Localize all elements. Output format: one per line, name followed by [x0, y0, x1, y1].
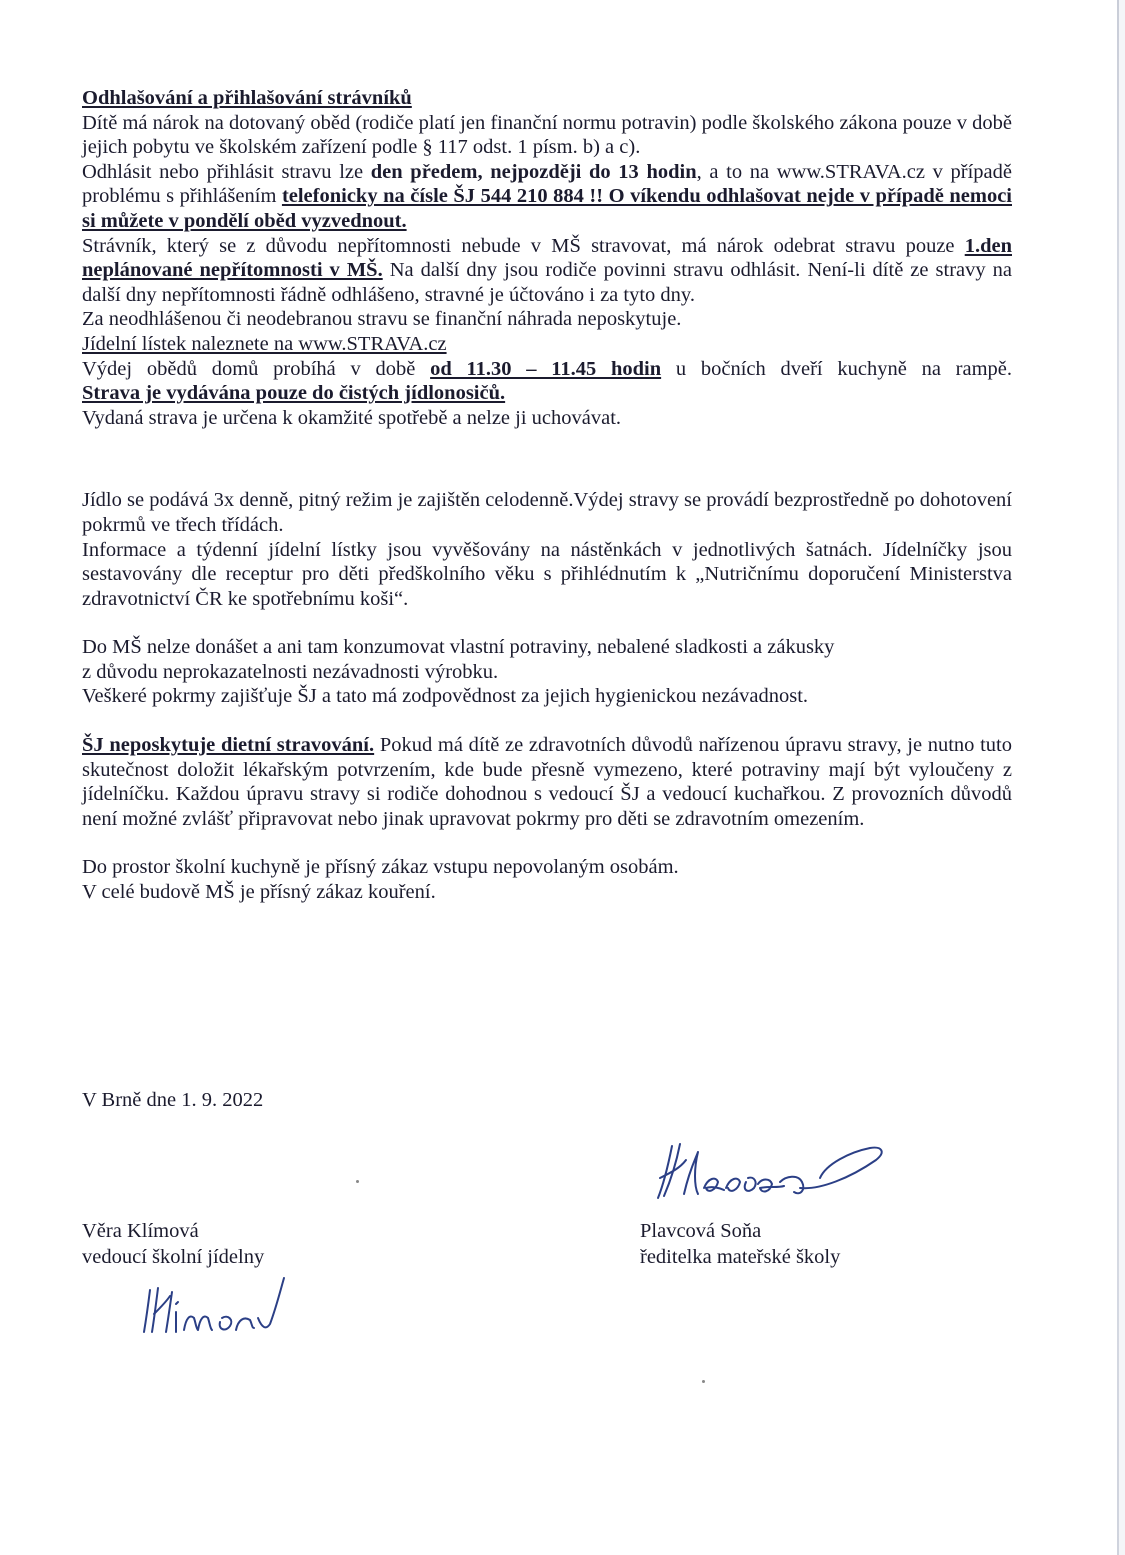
paragraph-no-smoking: V celé budově MŠ je přísný zákaz kouření.	[82, 881, 436, 904]
document-heading: Odhlašování a přihlašování strávníků	[82, 87, 412, 109]
paragraph-menu-info: Informace a týdenní jídelní lístky jsou vyvěšovány na nástěnkách v jednotlivých šatnách. Jídelníčky jsou sestavovány dle receptur pro děti předškolního věku s přihlédnutím k „Nutričnímu doporučení Ministerstva zdravotnictví ČR ke spotřebnímu koši“.	[82, 538, 1012, 610]
paragraph-kitchen-access: Do prostor školní kuchyně je přísný zákaz vstupu nepovolaným osobám.	[82, 856, 679, 879]
document-body	[82, 86, 1012, 905]
p2-phone-notice: telefonicky na čísle ŠJ 544 210 884 !! O víkendu odhlašovat nejde v případě nemoci si můžete v pondělí oběd vyzvednout.	[82, 185, 1012, 232]
p3-text-c: Na další dny jsou rodiče povinni stravu odhlásit. Není-li dítě ze stravy na další dny nepřítomnosti řádně odhlášeno, stravné je účtováno i za tyto dny.	[82, 259, 1013, 306]
paragraph-meal-frequency: Jídlo se podává 3x denně, pitný režim je zajištěn celodenně.Výdej stravy se provádí bezprostředně po dohotovení pokrmů ve třech třídách.	[82, 489, 1012, 536]
signatory-right-role: ředitelka mateřské školy	[640, 1246, 841, 1268]
p6-text-c: u bočních dveří kuchyně na rampě.	[661, 357, 1013, 380]
paragraph-diet	[82, 733, 1012, 831]
signature-left-image	[140, 1272, 290, 1342]
date-line: V Brně dne 1. 9. 2022	[82, 1089, 264, 1111]
signatory-left	[82, 1218, 264, 1270]
p3-text-a: Strávník, který se z důvodu nepřítomnosti nebude v MŠ stravovat, má nárok odebrat stravu pouze	[82, 234, 965, 257]
spacer	[82, 611, 1012, 635]
page-right-margin	[1119, 0, 1125, 1555]
p2-text-c: , a to na www.STRAVA.cz v případě problému s přihlášením	[82, 160, 1012, 208]
page-edge-shadow	[1117, 0, 1119, 1555]
signatory-left-role: vedoucí školní jídelny	[82, 1246, 265, 1268]
paragraph-no-own-food-2: z důvodu neprokazatelnosti nezávadnosti výrobku.	[82, 660, 499, 683]
paragraph-absence-rules	[82, 234, 1012, 308]
paragraph-no-own-food-1: Do MŠ nelze donášet a ani tam konzumovat vlastní potraviny, nebalené sladkosti a zákusky	[82, 636, 835, 659]
p13-text-b: Pokud má dítě ze zdravotních důvodů nařízenou úpravu stravy, je nutno tuto skutečnost doložit lékařským potvrzením, kde bude přesně vymezeno, které potraviny mají být vyloučeny z jídelníčku. Každou úpravu stravy si rodiče dohodnou s vedoucí ŠJ a vedoucí kuchařkou. Z provozních důvodů není možné zvlášť připravovat nebo jinak upravovat pokrmy pro děti se zdravotním omezením.	[82, 734, 1012, 830]
p13-no-diet: ŠJ neposkytuje dietní stravování.	[82, 734, 375, 757]
signatory-right	[640, 1218, 840, 1270]
menu-link-line: Jídelní lístek naleznete na www.STRAVA.cz	[82, 332, 447, 355]
paragraph-immediate-consumption: Vydaná strava je určena k okamžité spotřebě a nelze ji uchovávat.	[82, 406, 622, 429]
p3-first-day: 1.den neplánované nepřítomnosti v MŠ.	[82, 234, 1012, 282]
signatory-right-name: Plavcová Soňa	[640, 1220, 762, 1242]
spacer	[82, 709, 1012, 733]
scan-speck	[356, 1180, 359, 1183]
paragraph-entitlement: Dítě má nárok na dotovaný oběd (rodiče platí jen finanční normu potravin) podle školského zákona pouze v době jejich pobytu ve školském zařízení podle § 117 odst. 1 písm. b) a c).	[82, 111, 1012, 159]
signature-right-image	[650, 1138, 890, 1208]
p2-text-a: Odhlásit nebo přihlásit stravu lze	[82, 160, 371, 183]
paragraph-signoff-rules	[82, 160, 1012, 234]
p6-time: od 11.30 – 11.45 hodin	[430, 357, 662, 380]
paragraph-pickup-time	[82, 357, 1012, 382]
spacer	[82, 831, 1012, 855]
p2-deadline: den předem, nejpozději do 13 hodin	[370, 160, 697, 183]
paragraph-hygiene-responsibility: Veškeré pokrmy zajišťuje ŠJ a tato má zodpovědnost za jejich hygienickou nezávadnost.	[82, 685, 809, 708]
signatory-left-name: Věra Klímová	[82, 1220, 199, 1242]
scan-speck	[702, 1380, 705, 1383]
p6-text-a: Výdej obědů domů probíhá v době	[82, 357, 431, 380]
spacer	[82, 430, 1012, 488]
paragraph-no-compensation: Za neodhlášenou či neodebranou stravu se finanční náhrada neposkytuje.	[82, 308, 682, 331]
paragraph-clean-containers: Strava je vydávána pouze do čistých jídlonosičů.	[82, 382, 506, 405]
